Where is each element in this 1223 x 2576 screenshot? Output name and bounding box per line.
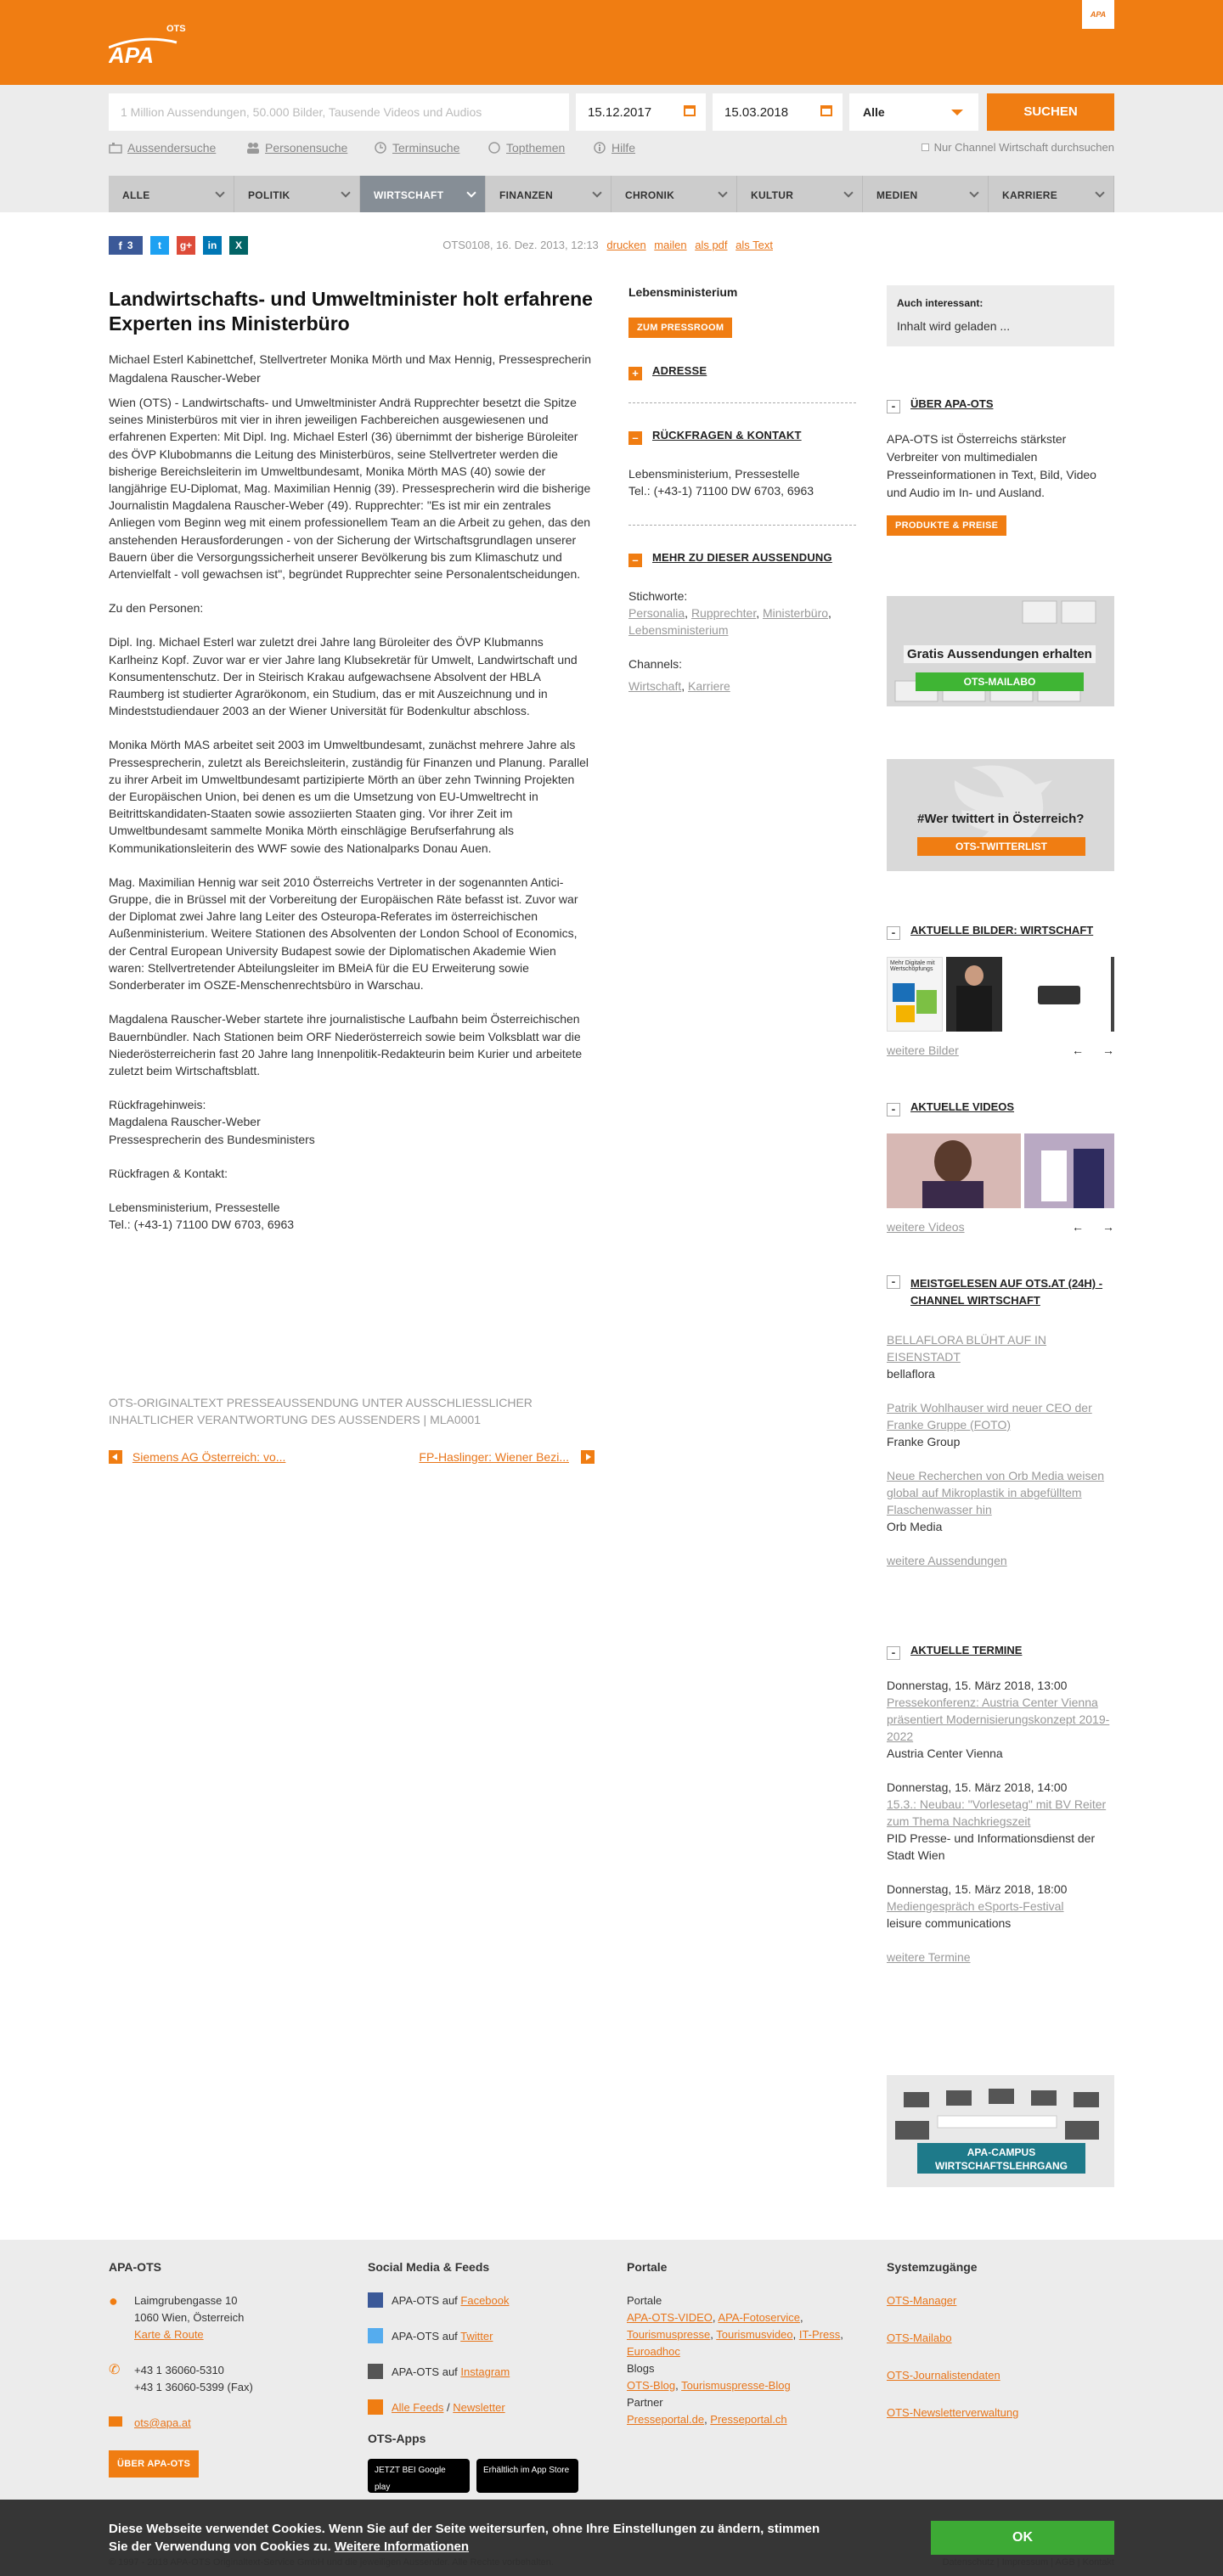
- channel-link[interactable]: Wirtschaft: [628, 679, 682, 693]
- image-carousel: [887, 957, 1114, 1032]
- minus-icon: –: [628, 431, 642, 445]
- article-paragraph: Zu den Personen:: [109, 601, 204, 616]
- channel-list: Wirtschaft, Karriere: [628, 679, 730, 693]
- text-link[interactable]: als Text: [735, 239, 773, 251]
- sender-box: [628, 285, 856, 338]
- calendar-icon[interactable]: [684, 105, 696, 116]
- cookie-banner: [0, 2500, 1223, 2576]
- newsletter-link[interactable]: Newsletter: [453, 2401, 505, 2414]
- mehr-section: – MEHR ZU DIESER AUSSENDUNG Stichworte: Personalia, Rupprechter, Ministerbüro, Lebensministerium Channels: Wirtschaft, Karriere: [628, 550, 856, 695]
- ueber-section: - ÜBER APA-OTS APA-OTS ist Österreichs stärkster Verbreiter von multimedialen Presseinformationen in Text, Bild, Video und Audio im In- und Ausland. PRODUKTE & PREISE: [887, 396, 1114, 536]
- footer-col-system: Systemzugänge OTS-Manager OTS-Mailabo OTS-Journalistendaten OTS-Newsletterverwaltung: [887, 2260, 1019, 2419]
- twitterlist-button[interactable]: OTS-TWITTERLIST: [917, 837, 1085, 856]
- termine-section: [887, 1642, 1114, 1966]
- checkbox-icon: [921, 143, 929, 151]
- info-icon: [593, 142, 606, 154]
- search-link-termin[interactable]: Terminsuche: [374, 141, 459, 155]
- kontakt-section: [628, 428, 856, 499]
- building-icon: [109, 142, 122, 154]
- mail-icon: [109, 2416, 122, 2427]
- nav-tab-medien[interactable]: MEDIEN: [863, 176, 989, 212]
- instagram-link[interactable]: Instagram: [460, 2365, 510, 2378]
- mailabo-button[interactable]: OTS-MAILABO: [916, 672, 1084, 691]
- search-input[interactable]: 1 Million Aussendungen, 50.000 Bilder, Tausende Videos und Audios: [109, 93, 569, 131]
- facebook-link[interactable]: Facebook: [460, 2294, 510, 2307]
- nav-tab-kultur[interactable]: KULTUR: [737, 176, 863, 212]
- sender-name: Lebensministerium: [628, 285, 738, 299]
- campus-button[interactable]: APA-CAMPUS WIRTSCHAFTSLEHRGANG: [917, 2143, 1085, 2174]
- auch-interessant-box: Auch interessant: Inhalt wird geladen ...: [887, 285, 1114, 346]
- map-route-link[interactable]: Karte & Route: [134, 2328, 204, 2341]
- keyword-link[interactable]: Lebensministerium: [628, 623, 729, 637]
- minus-icon: -: [887, 1275, 900, 1289]
- search-link-aussender[interactable]: Aussendersuche: [109, 141, 216, 155]
- twitter-share-icon[interactable]: t: [150, 236, 169, 255]
- footer-col-apa-ots: APA-OTS ● Laimgrubengasse 10 1060 Wien, Österreich Karte & Route ✆ +43 1 36060-5310 +43 1 36060-5399 (Fax) ots@apa.at ÜBER APA-OTS: [109, 2258, 330, 2478]
- linkedin-share-icon[interactable]: in: [203, 236, 222, 255]
- article-pagination: [109, 1450, 595, 1464]
- channel-only-checkbox[interactable]: Nur Channel Wirtschaft durchsuchen: [921, 141, 1114, 154]
- facebook-share-button[interactable]: f 3: [109, 236, 143, 255]
- list-item: BELLAFLORA BLÜHT AUF IN EISENSTADT bellaflora: [887, 1333, 1047, 1381]
- list-item: Donnerstag, 15. März 2018, 18:00 Mediengespräch eSports-Festival leisure communications: [887, 1882, 1068, 1930]
- cookie-text: Diese Webseite verwendet Cookies. Wenn Sie auf der Seite weitersurfen, ohne Ihre Einstellungen zu ändern, stimmen Sie der Verwendung von Cookies zu.: [109, 2522, 820, 2554]
- filter-select[interactable]: [849, 93, 978, 131]
- divider: [628, 402, 856, 403]
- article-paragraph: Monika Mörth MAS arbeitet seit 2003 im Umweltbundesamt, zunächst mehrere Jahre als Pressesprecherin, zuletzt als Bereichsleiterin, zuständig für Finanzen und Planung. Parallel zu ihrer Arbeit im Umweltbundesamt partizipierte Mörth an über zehn Twinning Projekten der Europäischen Union, bei denen es um die Umsetzung von EU-Umweltrecht in Beitrittskandidaten-Staaten sowie assoziierten Staaten ging. Vor ihrer Zeit im Umweltbundesamt sammelte Monika Mörth einschlägige Berufserfahrung als Kommunikationsleiterin des WWF sowie des Nationalparks Donau Auen.: [109, 738, 589, 855]
- contact-note: Rückfragehinweis: Magdalena Rauscher-Weber Pressesprecherin des Bundesministers: [109, 1098, 315, 1146]
- produkte-button[interactable]: PRODUKTE & PREISE: [887, 515, 1006, 536]
- list-item: Donnerstag, 15. März 2018, 14:00 15.3.: Neubau: "Vorlesetag" mit BV Reiter zum Thema Nachkriegszeit PID Presse- und Informationsdienst der Stadt Wien: [887, 1780, 1107, 1862]
- twitter-link[interactable]: Twitter: [460, 2330, 493, 2343]
- arrow-left-icon[interactable]: ←: [1072, 1220, 1084, 1234]
- search-link-person[interactable]: Personensuche: [246, 141, 347, 155]
- search-link-hilfe[interactable]: Hilfe: [593, 141, 635, 155]
- xing-share-icon[interactable]: X: [229, 236, 248, 255]
- email-link[interactable]: ots@apa.at: [134, 2416, 191, 2429]
- contact-block: Rückfragen & Kontakt: Lebensministerium, Pressestelle Tel.: (+43-1) 71100 DW 6703, 6963: [109, 1166, 295, 1232]
- pressroom-button[interactable]: ZUM PRESSROOM: [628, 318, 732, 338]
- chevron-down-icon: [951, 110, 963, 115]
- article-body: [109, 394, 595, 1251]
- ueber-toggle[interactable]: - ÜBER APA-OTS: [887, 396, 1114, 413]
- arrow-right-icon[interactable]: →: [1102, 1220, 1114, 1234]
- image-thumb[interactable]: Mehr Digitale mit Wertschöpfungs: [887, 957, 943, 1032]
- plus-icon: +: [628, 367, 642, 380]
- logo-sup: OTS: [166, 24, 186, 34]
- minus-icon: –: [628, 554, 642, 567]
- date-from-value: 15.12.2017: [588, 105, 652, 120]
- keyword-link[interactable]: Rupprechter: [690, 606, 757, 620]
- date-to-field[interactable]: [713, 93, 843, 131]
- facebook-icon: [368, 2292, 383, 2308]
- ueber-apa-ots-button[interactable]: ÜBER APA-OTS: [109, 2450, 199, 2478]
- more-releases-link[interactable]: weitere Aussendungen: [887, 1554, 1007, 1567]
- image-thumb[interactable]: [1007, 957, 1107, 1032]
- system-link[interactable]: OTS-Mailabo: [887, 2331, 952, 2344]
- system-link[interactable]: OTS-Newsletterverwaltung: [887, 2406, 1019, 2419]
- calendar-icon[interactable]: [820, 105, 832, 116]
- search-button[interactable]: SUCHEN: [987, 93, 1114, 131]
- footer-col-social: Social Media & Feeds APA-OTS auf Facebook APA-OTS auf Twitter APA-OTS auf Instagram Alle Feeds / Newsletter OTS-Apps JETZT BEI Google play Erhältlich im App Store: [368, 2258, 589, 2493]
- compass-icon: [488, 142, 501, 154]
- videos-section: [887, 1099, 1114, 1234]
- adresse-toggle[interactable]: + ADRESSE: [628, 363, 856, 380]
- google-play-badge[interactable]: JETZT BEI Google play: [368, 2459, 470, 2493]
- location-pin-icon: ●: [109, 2292, 118, 2309]
- article-meta: OTS0108, 16. Dez. 2013, 12:13 drucken mailen als pdf als Text: [442, 239, 773, 251]
- bilder-section: [887, 922, 1114, 1057]
- cookie-ok-button[interactable]: OK: [931, 2521, 1114, 2555]
- keyword-link[interactable]: Personalia: [628, 606, 685, 620]
- phone-icon: ✆: [109, 2363, 121, 2377]
- pdf-link[interactable]: als pdf: [695, 239, 728, 251]
- more-events-link[interactable]: weitere Termine: [887, 1950, 971, 1964]
- googleplus-share-icon[interactable]: g+: [177, 236, 195, 255]
- divider: [628, 525, 856, 526]
- nav-tab-karriere[interactable]: KARRIERE: [989, 176, 1114, 212]
- minus-icon: -: [887, 1646, 900, 1660]
- clock-icon: [374, 142, 387, 154]
- nav-tab-finanzen[interactable]: FINANZEN: [486, 176, 612, 212]
- share-bar: [109, 236, 248, 255]
- prev-article-link[interactable]: Siemens AG Österreich: vo...: [109, 1450, 285, 1464]
- video-carousel: [887, 1133, 1114, 1208]
- keyword-link[interactable]: Ministerbüro: [763, 606, 829, 620]
- nav-tab-politik[interactable]: POLITIK: [234, 176, 360, 212]
- more-images-link[interactable]: weitere Bilder: [887, 1043, 959, 1057]
- keyword-list: Personalia, Rupprechter, Ministerbüro, Lebensministerium: [628, 606, 831, 637]
- article-paragraph: Mag. Maximilian Hennig war seit 2010 Österreichs Vertreter in der sogenannten Antici-Gruppe, die in Brüssel mit der Vorbereitung der Europäischen Räte befasst ist. Zuvor war der Diplomat zwei Jahre lang Leiter des Osteuropa-Referates im österreichischen Außenministerium. Weitere Stationen des Absolventen der London School of Economics, der Central European University Budapest sowie der Diplomatischen Akademie Wien waren: Stellvertretender Abteilungsleiter im BMeiA für die EU Erweiterung sowie Sonderberater im OSZE-Menschenrechtsbüro in Warschau.: [109, 875, 578, 993]
- arrow-right-icon[interactable]: →: [1102, 1043, 1114, 1057]
- apa-corner-logo[interactable]: APA: [1082, 0, 1114, 29]
- arrow-left-icon[interactable]: ←: [1072, 1043, 1084, 1057]
- list-item: Neue Recherchen von Orb Media weisen global auf Mikroplastik in abgefülltem Flaschenwasser hin Orb Media: [887, 1469, 1105, 1533]
- date-to-value: 15.03.2018: [724, 105, 789, 120]
- termine-toggle[interactable]: - AKTUELLE TERMINE: [887, 1642, 1114, 1660]
- logo-text: APA: [109, 42, 154, 65]
- apa-ots-logo[interactable]: [109, 22, 186, 65]
- system-link[interactable]: OTS-Journalistendaten: [887, 2369, 1000, 2382]
- arrow-left-icon: [109, 1450, 122, 1464]
- campus-banner[interactable]: [887, 2075, 1114, 2187]
- channel-link[interactable]: Karriere: [688, 679, 730, 693]
- system-link[interactable]: OTS-Manager: [887, 2294, 957, 2307]
- article-title: Landwirtschafts- und Umweltminister holt erfahrene Experten ins Ministerbüro: [109, 288, 593, 335]
- nav-tab-alle[interactable]: ALLE: [109, 176, 234, 212]
- article-paragraph: Wien (OTS) - Landwirtschafts- und Umweltminister Andrä Rupprechter besetzt die Spitze seines Ministerbüros mit vier in ihren jeweiligen Fachbereichen ausgewiesenen und erfahrenen Experten: Mit Dipl. Ing. Michael Esterl (36) übernimmt der bisherige Büroleiter des ÖVP Klubobmanns die Leitung des Ministerbüros, seine Stellvertreter werden die bisherige Bereichsleiterin im Umweltbundesamt, Monika Mörth MAS (40) sowie der langjährige EU-Diplomat, Mag. Maximilian Hennig (39). Pressesprecherin wird die bisherige Journalistin Magdalena Rauscher-Weber (49). Rupprechter: "Es ist mir ein zentrales Anliegen vom Beginn weg mit einem professionellem Team an die Arbeit zu gehen, das den anstehenden Herausforderungen - von der Sicherung der Wirtschaftsgrundlagen unserer Bauern über die Versorgungssicherheit unserer Bevölkerung bis zum Klimaschutz und Artenvielfalt - voll gewachsen ist", begründet Rupprechter seine Personalentscheidungen.: [109, 396, 591, 582]
- arrow-right-icon: [581, 1450, 595, 1464]
- meistgelesen-section: [887, 1275, 1114, 1569]
- filter-value: Alle: [863, 105, 885, 119]
- article-paragraph: Dipl. Ing. Michael Esterl war zuletzt drei Jahre lang Büroleiter des ÖVP Klubmanns Karlheinz Kopf. Zuvor war er vier Jahre lang Klubsekretär für Umwelt, Landwirtschaft und Konsumentenschutz. Der in Steirisch Krakau aufgewachsene Absolvent der HBLA Raumberg ist studierter Agrarökonom, ein Studium, das er mit Auszeichnung und in Mindeststudiendauer 2003 an der Wiener Universität für Bodenkultur abschloss.: [109, 635, 578, 718]
- image-thumb[interactable]: [946, 957, 1002, 1032]
- article-subtitle: Michael Esterl Kabinettchef, Stellvertreter Monika Mörth und Max Hennig, Pressesprecherin Magdalena Rauscher-Weber: [109, 352, 592, 385]
- more-videos-link[interactable]: weitere Videos: [887, 1220, 965, 1234]
- minus-icon: -: [887, 926, 900, 940]
- search-link-topthemen[interactable]: Topthemen: [488, 141, 565, 155]
- kontakt-toggle[interactable]: – RÜCKFRAGEN & KONTAKT: [628, 428, 856, 445]
- mailabo-banner[interactable]: Gratis Aussendungen erhalten OTS-MAILABO: [887, 596, 1114, 706]
- date-from-field[interactable]: [576, 93, 706, 131]
- mehr-toggle[interactable]: – MEHR ZU DIESER AUSSENDUNG: [628, 550, 856, 567]
- minus-icon: -: [887, 400, 900, 413]
- list-item: Patrik Wohlhauser wird neuer CEO der Franke Gruppe (FOTO) Franke Group: [887, 1401, 1092, 1448]
- print-link[interactable]: drucken: [606, 239, 646, 251]
- twitter-icon: [368, 2328, 383, 2343]
- videos-toggle[interactable]: - AKTUELLE VIDEOS: [887, 1099, 1114, 1116]
- meistgelesen-toggle[interactable]: - MEISTGELESEN AUF OTS.AT (24H) - CHANNEL WIRTSCHAFT: [887, 1275, 1114, 1309]
- header: [0, 0, 1223, 85]
- video-thumb[interactable]: [887, 1133, 1021, 1208]
- bilder-toggle[interactable]: - AKTUELLE BILDER: WIRTSCHAFT: [887, 922, 1114, 940]
- kontakt-text: Lebensministerium, Pressestelle Tel.: (+43-1) 71100 DW 6703, 6963: [628, 467, 814, 498]
- article-paragraph: Magdalena Rauscher-Weber startete ihre journalistische Laufbahn beim Österreichischen Bauernbündler. Nach Stationen beim ORF Niederösterreich sowie beim Volksblatt war die Niederösterreicherin fast 20 Jahre lang Innenpolitik-Redakteurin beim Kurier und arbeitete zuletzt beim Wirtschaftsblatt.: [109, 1012, 583, 1077]
- cookie-more-link[interactable]: Weitere Informationen: [334, 2539, 469, 2554]
- minus-icon: -: [887, 1103, 900, 1116]
- video-thumb[interactable]: [1024, 1133, 1114, 1208]
- mail-link[interactable]: mailen: [654, 239, 687, 251]
- nav-tab-wirtschaft[interactable]: WIRTSCHAFT: [360, 176, 486, 212]
- nav-tab-chronik[interactable]: CHRONIK: [612, 176, 737, 212]
- footer-col-portale: Portale Portale APA-OTS-VIDEO, APA-Fotoservice, Tourismuspresse, Tourismusvideo, IT-Press, Euroadhoc Blogs OTS-Blog, Tourismuspresse-Blog Partner Presseportal.de, Presseportal.ch: [627, 2260, 843, 2426]
- app-store-badge[interactable]: Erhältlich im App Store: [476, 2459, 578, 2493]
- people-icon: [246, 142, 260, 154]
- ots-disclaimer: OTS-ORIGINALTEXT PRESSEAUSSENDUNG UNTER AUSSCHLIESSLICHER INHALTLICHER VERANTWORTUNG DES AUSSENDERS | MLA0001: [109, 1396, 533, 1426]
- instagram-icon: [368, 2364, 383, 2379]
- feeds-link[interactable]: Alle Feeds: [392, 2401, 444, 2414]
- rss-icon: [368, 2399, 383, 2415]
- list-item: Donnerstag, 15. März 2018, 13:00 Pressekonferenz: Austria Center Vienna präsentiert Modernisierungskonzept 2019-2022 Austria Center Vienna: [887, 1679, 1110, 1760]
- category-nav: [109, 176, 1114, 212]
- twitter-banner[interactable]: #Wer twittert in Österreich? OTS-TWITTERLIST: [887, 759, 1114, 871]
- next-article-link[interactable]: FP-Haslinger: Wiener Bezi...: [419, 1450, 595, 1464]
